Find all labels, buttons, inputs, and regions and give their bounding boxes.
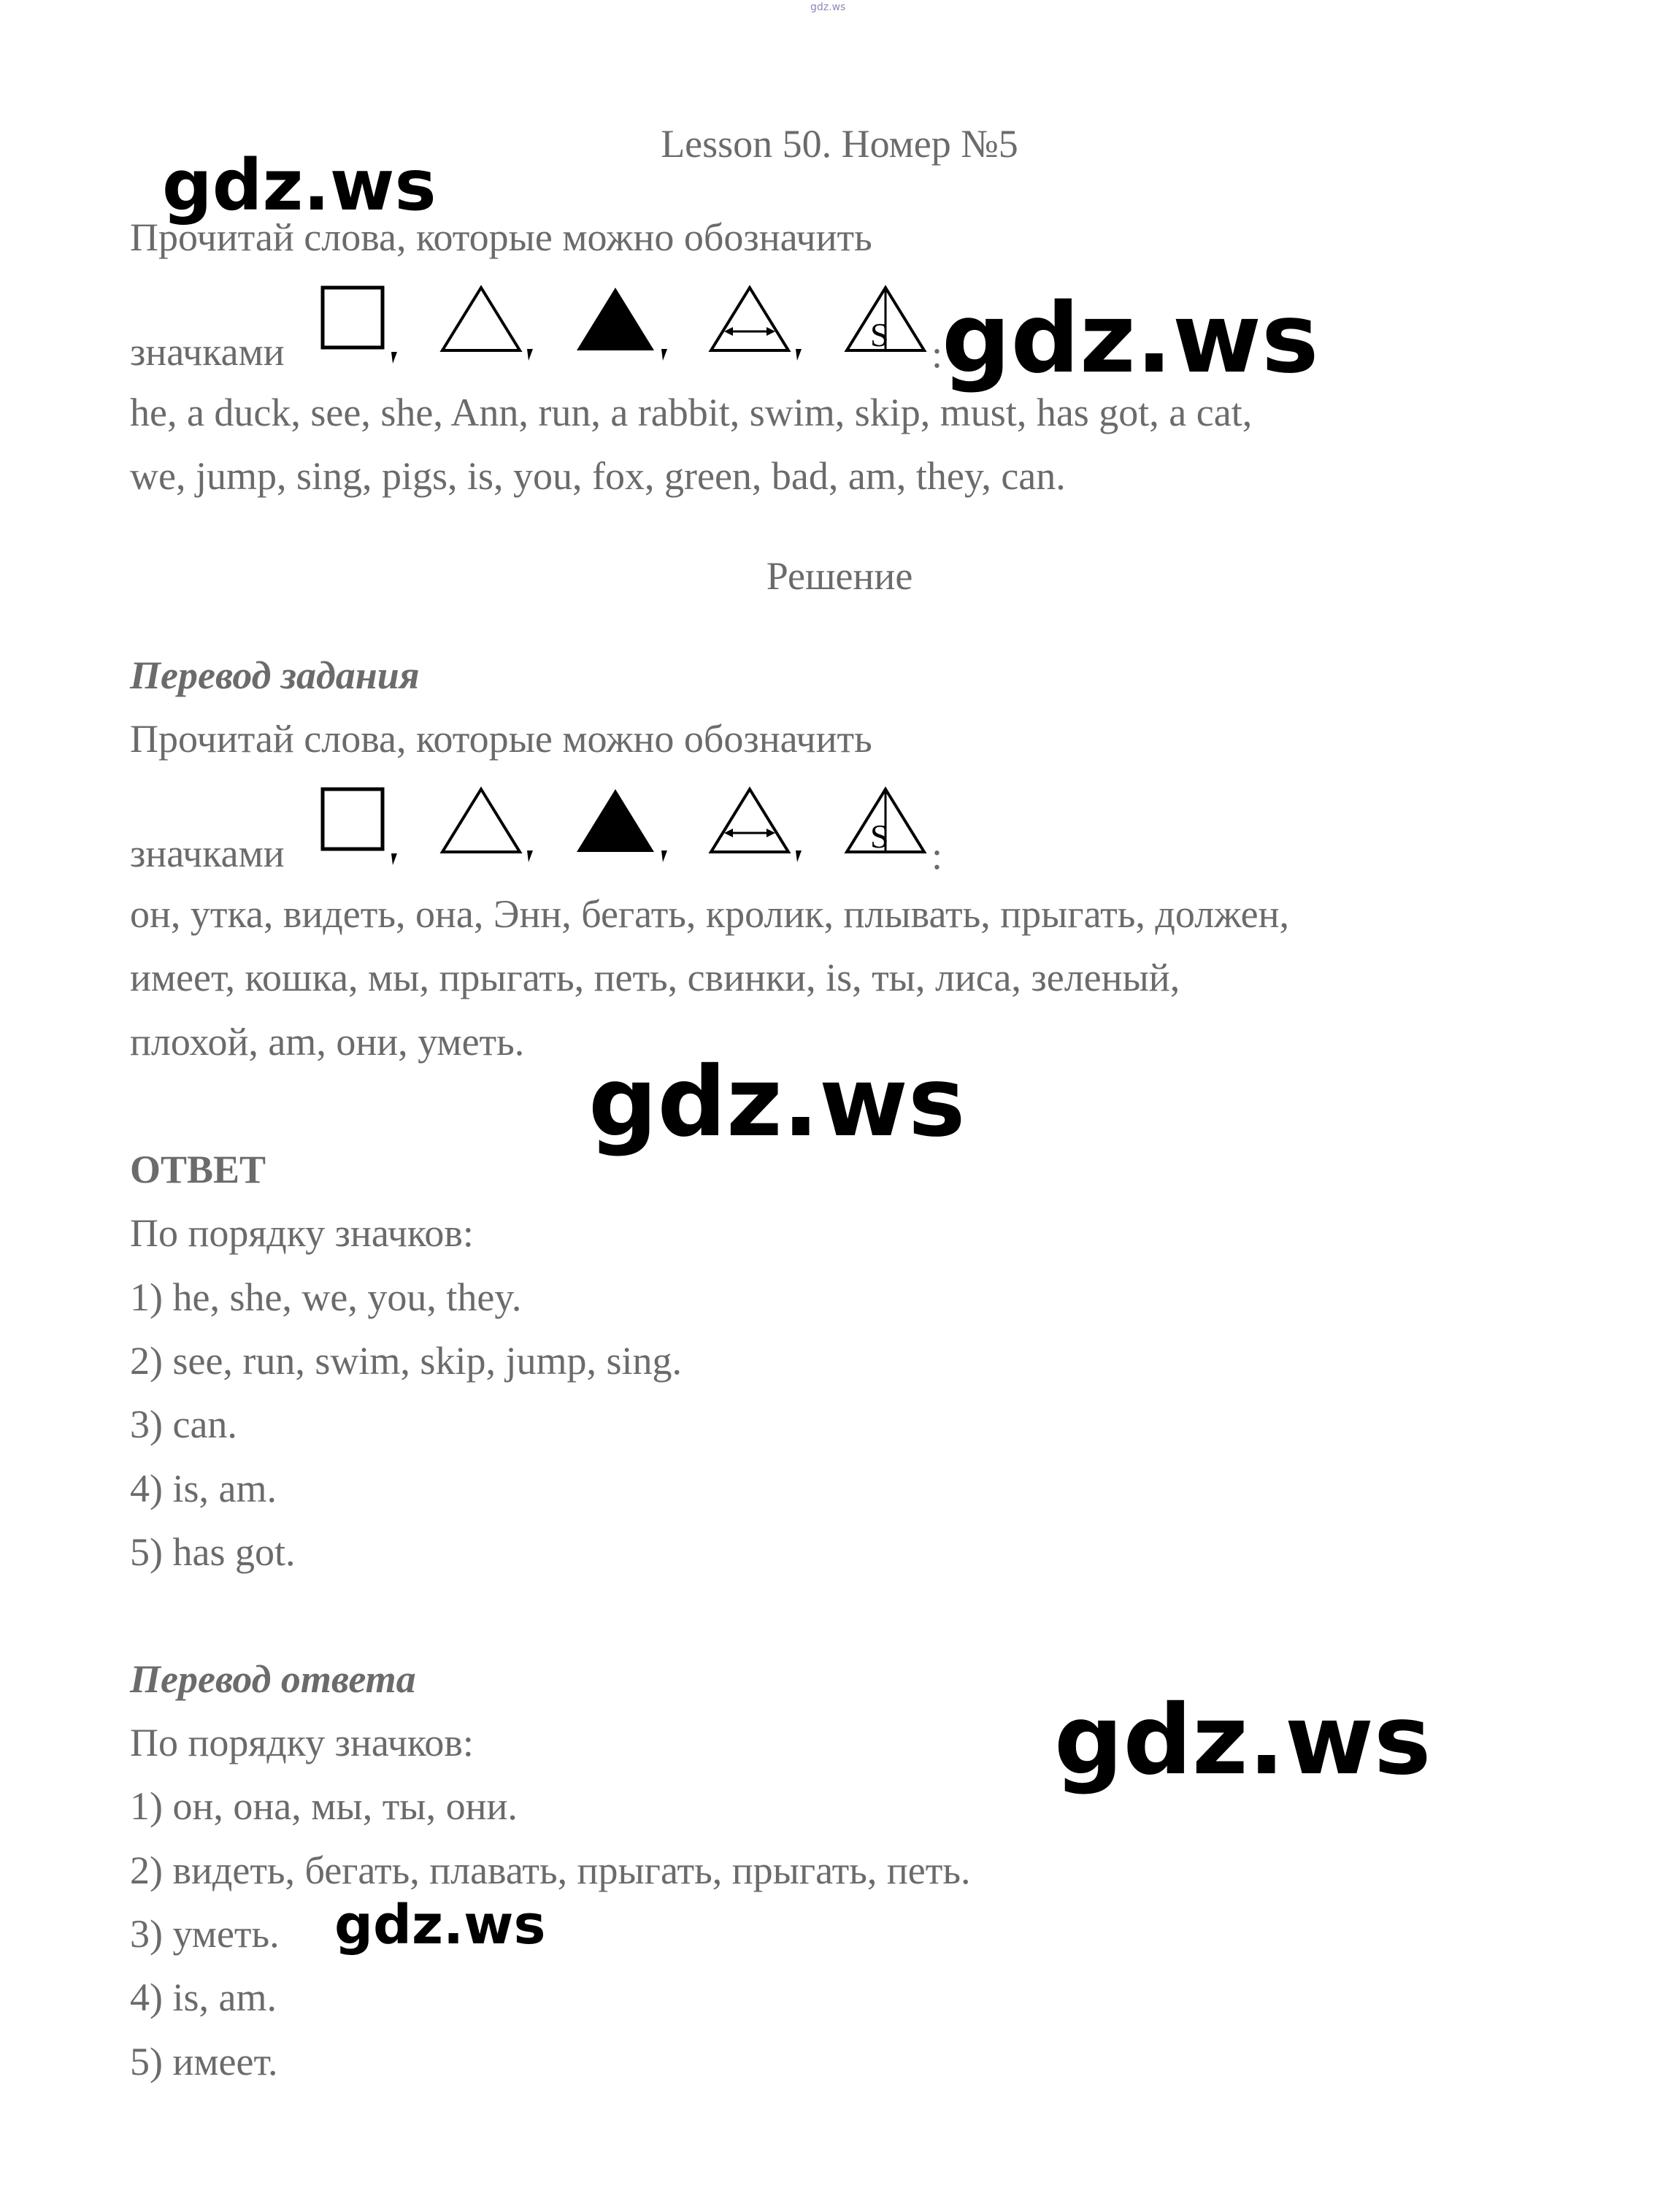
translation-intro-line1: Прочитай слова, которые можно обозначить	[130, 717, 872, 761]
outline-triangle-icon	[442, 288, 533, 361]
answer-translation-item: 1) он, она, мы, ты, они.	[130, 1784, 518, 1828]
triangle-arrows-icon	[711, 288, 802, 361]
square-icon	[323, 789, 397, 865]
answer-item: 2) see, run, swim, skip, jump, sing.	[130, 1339, 682, 1383]
solution-label: Решение	[766, 554, 913, 598]
square-icon	[323, 288, 397, 364]
task-symbols-row	[318, 283, 953, 364]
page-title: Lesson 50. Номер №5	[661, 122, 1018, 166]
answer-item: 3) can.	[130, 1402, 237, 1446]
task-words-line2: we, jump, sing, pigs, is, you, fox, green, bad, am, they, can.	[130, 454, 1066, 498]
answer-translation-intro: По порядку значков:	[130, 1721, 474, 1764]
outline-triangle-icon	[442, 789, 533, 862]
task-symbols-colon: :	[931, 332, 943, 376]
svg-text:S: S	[870, 316, 889, 353]
filled-triangle-icon	[577, 288, 667, 361]
translation-words-line3: плохой, am, они, уметь.	[130, 1020, 525, 1064]
answer-item: 1) he, she, we, you, they.	[130, 1275, 522, 1319]
translation-symbols-colon: :	[931, 834, 943, 877]
answer-translation-item: 5) имеет.	[130, 2040, 278, 2084]
translation-intro-line2: значками	[130, 832, 285, 875]
triangle-s-icon	[847, 288, 924, 353]
watermark: gdz.ws	[162, 145, 437, 226]
watermark: gdz.ws	[942, 283, 1319, 395]
watermark: gdz.ws	[588, 1046, 966, 1159]
answer-translation-item: 2) видеть, бегать, плавать, прыгать, прыгать, петь.	[130, 1848, 971, 1892]
answer-heading: ОТВЕТ	[130, 1148, 266, 1191]
answer-intro: По порядку значков:	[130, 1211, 474, 1255]
answer-translation-item: 4) is, am.	[130, 1975, 277, 2019]
answer-item: 4) is, am.	[130, 1467, 277, 1510]
triangle-s-icon	[847, 789, 924, 855]
answer-translation-heading: Перевод ответа	[130, 1657, 416, 1701]
answer-item: 5) has got.	[130, 1530, 296, 1574]
triangle-arrows-icon	[711, 789, 802, 862]
svg-text:S: S	[870, 818, 889, 855]
task-intro-line2: значками	[130, 330, 285, 374]
translation-heading: Перевод задания	[130, 653, 420, 697]
translation-words-line2: имеет, кошка, мы, прыгать, петь, свинки, is, ты, лиса, зеленый,	[130, 956, 1180, 999]
translation-symbols-row	[318, 785, 953, 865]
task-intro-line1: Прочитай слова, которые можно обозначить	[130, 215, 872, 259]
watermark: gdz.ws	[334, 1894, 546, 1956]
top-mark: gdz.ws	[810, 1, 846, 13]
filled-triangle-icon	[577, 789, 667, 862]
translation-words-line1: он, утка, видеть, она, Энн, бегать, кролик, плывать, прыгать, должен,	[130, 892, 1290, 936]
task-words-line1: he, a duck, see, she, Ann, run, a rabbit, swim, skip, must, has got, a cat,	[130, 391, 1253, 434]
watermark: gdz.ws	[1054, 1684, 1432, 1797]
answer-translation-item: 3) уметь.	[130, 1912, 280, 1956]
